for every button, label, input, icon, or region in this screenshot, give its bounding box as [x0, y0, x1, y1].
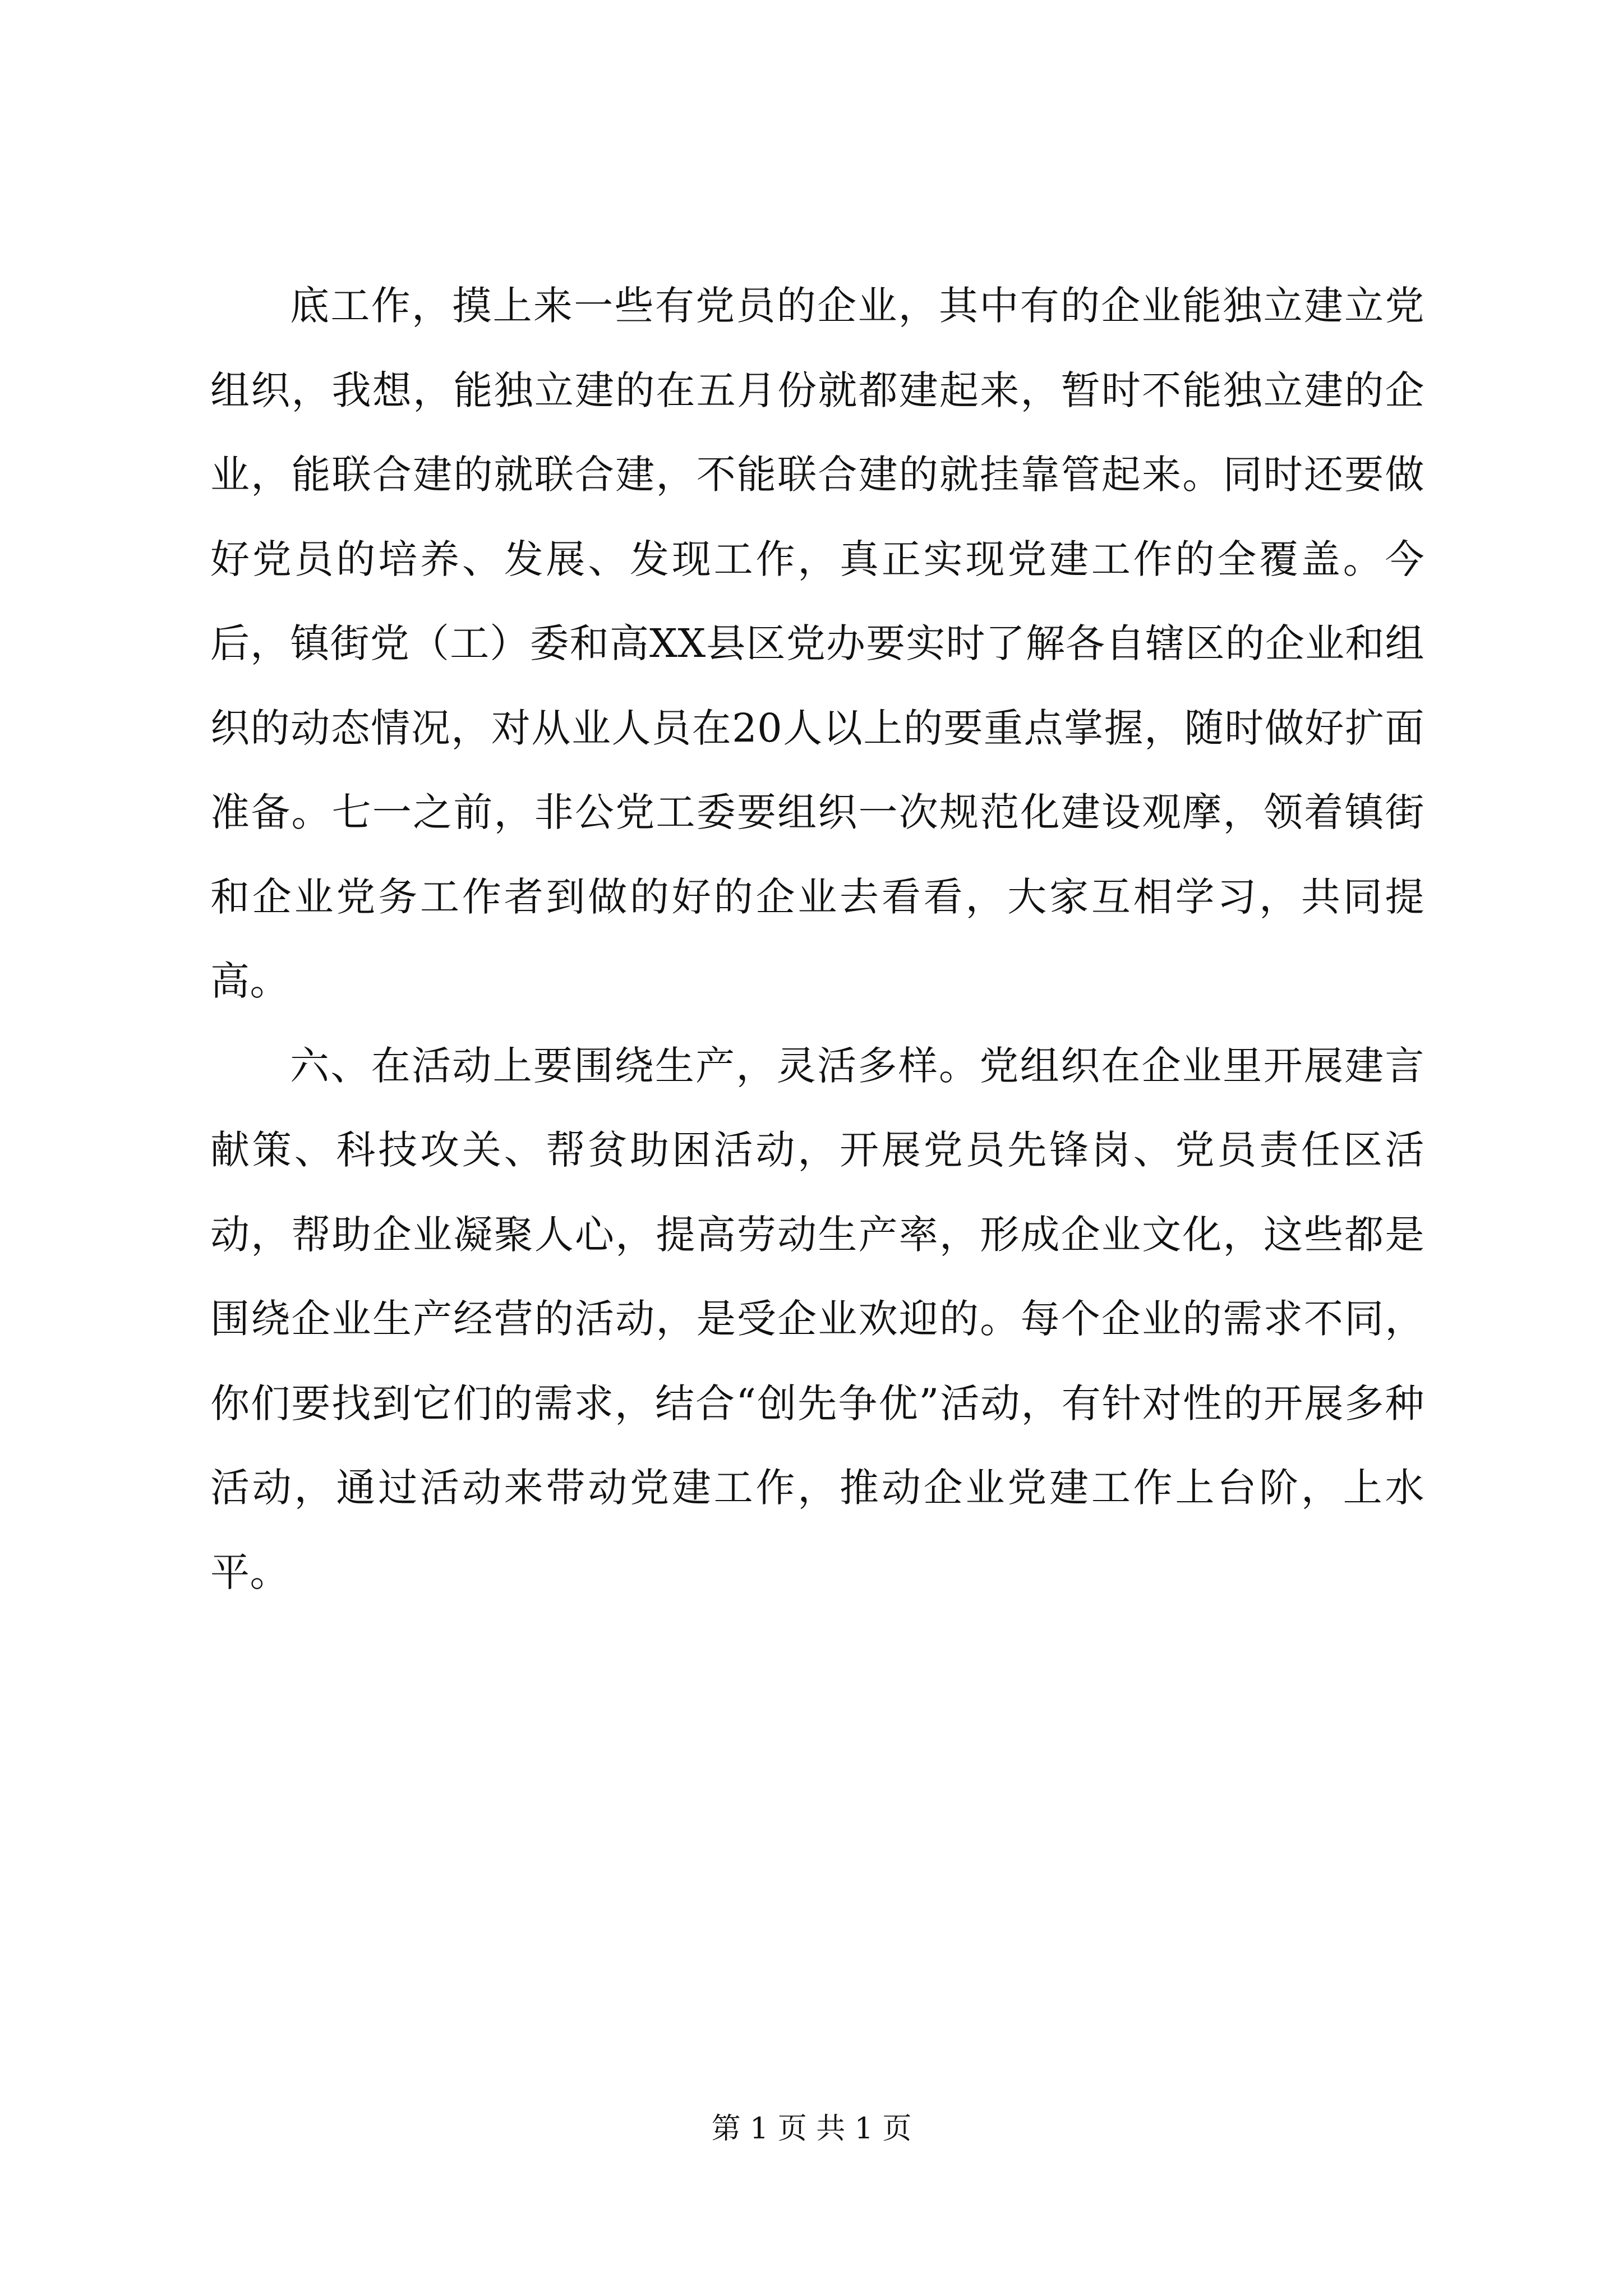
document-body — [210, 264, 1424, 1614]
page-footer: 第 1 页 共 1 页 — [711, 2112, 912, 2146]
paragraph-1: 底工作，摸上来一些有党员的企业，其中有的企业能独立建立党组织，我想，能独立建的在五月份就都建起来，暂时不能独立建的企业，能联合建的就联合建，不能联合建的就挂靠管起来。同时还要做好党员的培养、发展、发现工作，真正实现党建工作的全覆盖。今后，镇街党（工）委和高XX县区党办要实时了解各自辖区的企业和组织的动态情况，对从业人员在20人以上的要重点掌握，随时做好扩面准备。七一之前，非公党工委要组织一次规范化建设观摩，领着镇街和企业党务工作者到做的好的企业去看看，大家互相学习，共同提高。 — [210, 283, 1424, 1004]
paragraph-2: 六、在活动上要围绕生产，灵活多样。党组织在企业里开展建言献策、科技攻关、帮贫助困活动，开展党员先锋岗、党员责任区活动，帮助企业凝聚人心，提高劳动生产率，形成企业文化，这些都是围绕企业生产经营的活动，是受企业欢迎的。每个企业的需求不同，你们要找到它们的需求，结合“创先争优”活动，有针对性的开展多种活动，通过活动来带动党建工作，推动企业党建工作上台阶，上水平。 — [210, 1042, 1424, 1595]
